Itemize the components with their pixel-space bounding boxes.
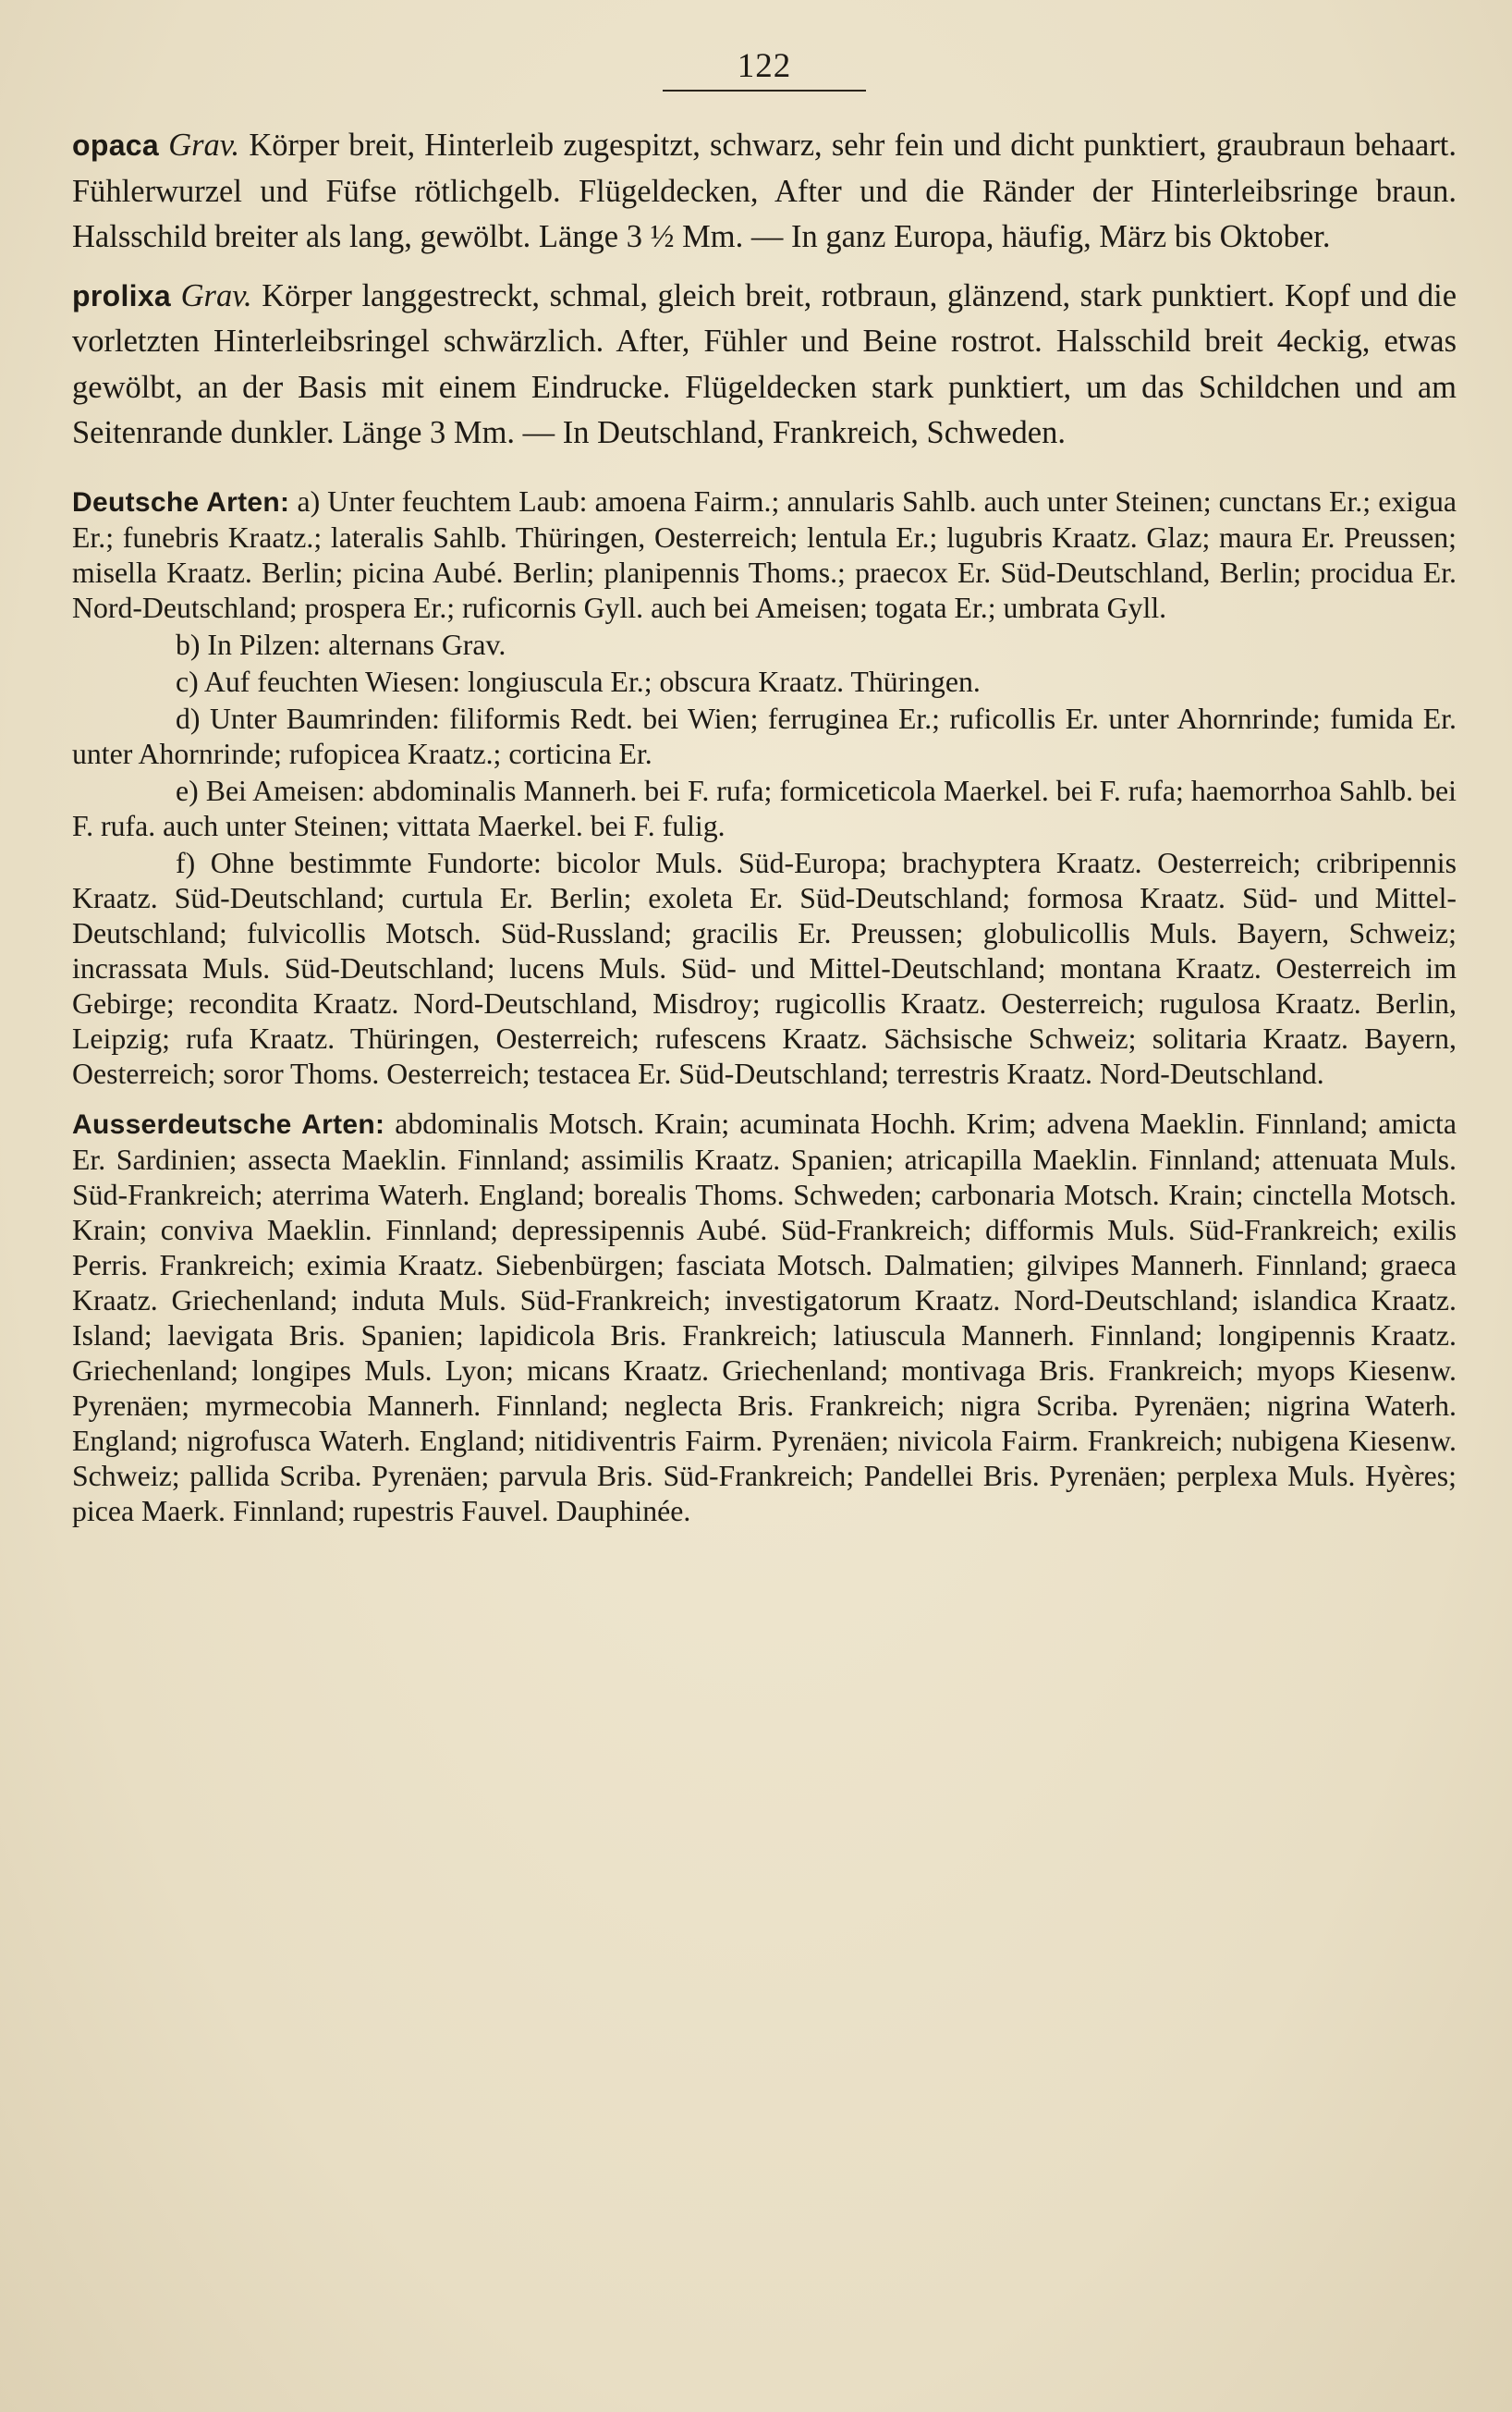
species-description: Körper langgestreckt, schmal, gleich breit, rotbraun, glänzend, stark punktiert. Kopf und die vorletzten Hinterleibsringel schwärzlich. After, Fühler und Beine rostrot. Halsschild breit 4eckig, etwas gewölbt, an der Basis mit einem Eindrucke. Flügeldecken stark punktiert, um das Schildchen und am Seitenrande dunkler. Länge 3 Mm. — In Deutschland, Frankreich, Schweden. — [72, 277, 1457, 450]
section-heading: Ausserdeutsche Arten: — [72, 1108, 385, 1140]
header-rule — [663, 90, 866, 92]
spacer — [72, 1092, 1457, 1107]
species-name: opaca — [72, 129, 159, 162]
group-b: b) In Pilzen: alternans Grav. — [176, 628, 506, 661]
group-e: e) Bei Ameisen: abdominalis Mannerh. bei F. rufa; formiceticola Maerkel. bei F. rufa; haemorrhoa Sahlb. bei F. rufa. auch unter Steinen; vittata Maerkel. bei F. fulig. — [72, 774, 1457, 842]
section-deutsche-arten — [72, 484, 1457, 1092]
group-f: f) Ohne bestimmte Fundorte: bicolor Muls. Süd-Europa; brachyptera Kraatz. Oesterreich; cribripennis Kraatz. Süd-Deutschland; curtula Er. Berlin; exoleta Er. Süd-Deutschland; formosa Kraatz. Süd- und Mittel-Deutschland; fulvicollis Motsch. Süd-Russland; gracilis Er. Preussen; globulicollis Muls. Bayern, Schweiz; incrassata Muls. Süd-Deutschland; lucens Muls. Süd- und Mittel-Deutschland; montana Kraatz. Oesterreich im Gebirge; recondita Kraatz. Nord-Deutschland, Misdroy; rugicollis Kraatz. Oesterreich; rugulosa Kraatz. Berlin, Leipzig; rufa Kraatz. Thüringen, Oesterreich; rufescens Kraatz. Sächsische Schweiz; solitaria Kraatz. Bayern, Oesterreich; soror Thoms. Oesterreich; testacea Er. Süd-Deutschland; terrestris Kraatz. Nord-Deutschland. — [72, 846, 1457, 1090]
spacer — [72, 470, 1457, 484]
entry-opaca — [72, 123, 1457, 261]
group-d: d) Unter Baumrinden: filiformis Redt. bei Wien; ferruginea Er.; ruficollis Er. unter Ahornrinde; fumida Er. unter Ahornrinde; rufopicea Kraatz.; corticina Er. — [72, 702, 1457, 770]
section-text: abdominalis Motsch. Krain; acuminata Hochh. Krim; advena Maeklin. Finnland; amicta Er. Sardinien; assecta Maeklin. Finnland; assimilis Kraatz. Spanien; atricapilla Maeklin. Finnland; attenuata Muls. Süd-Frankreich; aterrima Waterh. England; borealis Thoms. Schweden; carbonaria Motsch. Krain; cinctella Motsch. Krain; conviva Maeklin. Finnland; depressipennis Aubé. Süd-Frankreich; difformis Muls. Süd-Frankreich; exilis Perris. Frankreich; eximia Kraatz. Siebenbürgen; fasciata Motsch. Dalmatien; gilvipes Mannerh. Finnland; graeca Kraatz. Griechenland; induta Muls. Süd-Frankreich; investigatorum Kraatz. Nord-Deutschland; islandica Kraatz. Island; laevigata Bris. Spanien; lapidicola Bris. Frankreich; latiuscula Mannerh. Finnland; longipennis Kraatz. Griechenland; longipes Muls. Lyon; micans Kraatz. Griechenland; montivaga Bris. Frankreich; myops Kiesenw. Pyrenäen; myrmecobia Mannerh. Finnland; neglecta Bris. Frankreich; nigra Scriba. Pyrenäen; nigrina Waterh. England; nigrofusca Waterh. England; nitidiventris Fairm. Pyrenäen; nivicola Fairm. Frankreich; nubigena Kiesenw. Schweiz; pallida Scriba. Pyrenäen; parvula Bris. Süd-Frankreich; Pandellei Bris. Pyrenäen; perplexa Muls. Hyères; picea Maerk. Finnland; rupestris Fauvel. Dauphinée. — [72, 1107, 1457, 1527]
entry-prolixa — [72, 274, 1457, 457]
species-author: Grav. — [180, 277, 252, 313]
page-number: 122 — [737, 47, 792, 85]
species-author: Grav. — [168, 128, 240, 163]
section-ausserdeutsche-arten — [72, 1107, 1457, 1529]
group-a — [72, 484, 1457, 626]
species-name: prolixa — [72, 278, 172, 312]
group-c: c) Auf feuchten Wiesen: longiuscula Er.; obscura Kraatz. Thüringen. — [176, 665, 981, 698]
section-heading: Deutsche Arten: — [72, 486, 290, 518]
species-description: Körper breit, Hinterleib zugespitzt, schwarz, sehr fein und dicht punktiert, graubraun behaart. Fühlerwurzel und Füfse rötlichgelb. Flügeldecken, After und die Ränder der Hinterleibsringe braun. Halsschild breiter als lang, gewölbt. Länge 3 ½ Mm. — In ganz Europa, häufig, März bis Oktober. — [72, 128, 1457, 254]
group-a-text: a) Unter feuchtem Laub: amoena Fairm.; annularis Sahlb. auch unter Steinen; cunctans Er.; exigua Er.; funebris Kraatz.; lateralis Sahlb. Thüringen, Oesterreich; lentula Er.; lugubris Kraatz. Glaz; maura Er. Preussen; misella Kraatz. Berlin; picina Aubé. Berlin; planipennis Thoms.; praecox Er. Süd-Deutschland, Berlin; procidua Er. Nord-Deutschland; prospera Er.; ruficornis Gyll. auch bei Ameisen; togata Er.; umbrata Gyll. — [72, 484, 1457, 624]
